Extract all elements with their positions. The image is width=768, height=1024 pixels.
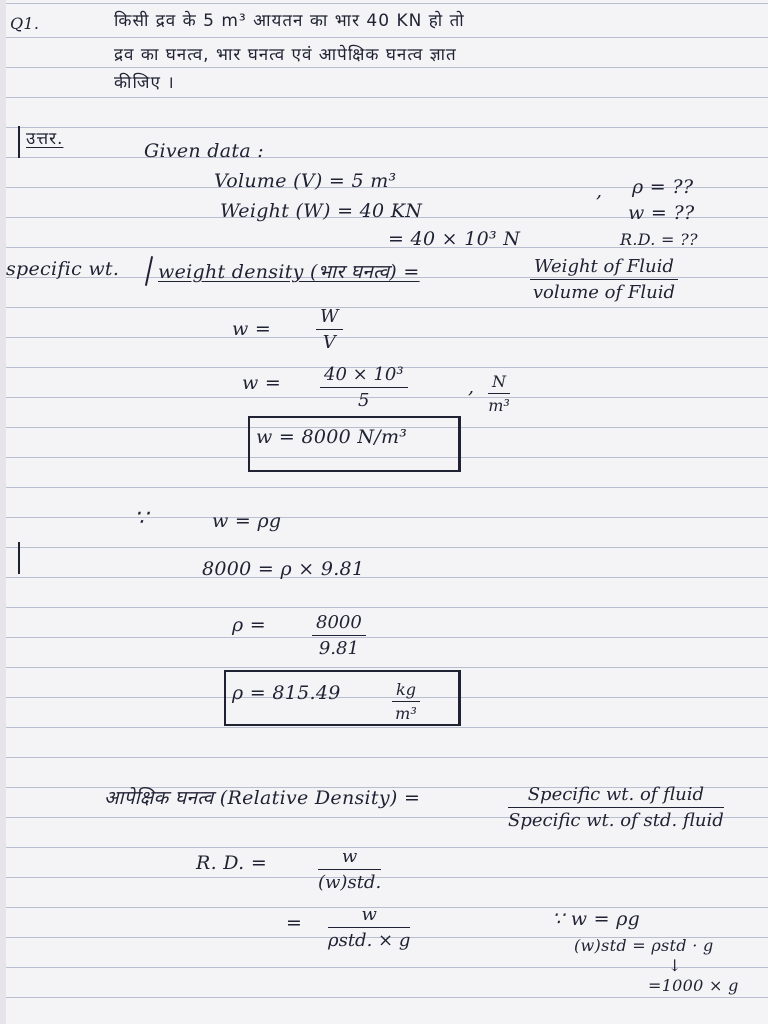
density-substitution: 8000 = ρ × 9.81 [202,558,365,580]
density-unit-denominator: m³ [395,704,417,723]
weight-density-definition: weight density (भार घनत्व) = [158,261,420,283]
unit-newton-per-m3 [488,372,510,415]
given-volume: Volume (V) = 5 m³ [214,170,397,192]
unknown-specific-weight: w = ?? [628,202,695,224]
eq-w2-separator: , [468,376,475,398]
specific-weight-label: specific wt. [6,258,120,280]
unit-denominator: m³ [488,396,510,415]
density-denominator: 9.81 [318,638,359,659]
eq-w2-numerator: 40 × 10³ [320,364,408,388]
answer-label: उत्तर. [26,129,64,149]
definition-separator [145,256,153,286]
rd-eq2-denominator: ρstd. × g [328,930,411,951]
question-number: Q1. [10,14,40,33]
density-result: ρ = 815.49 [232,682,341,704]
given-heading: Given data : [144,140,265,162]
eq-w2-fraction [320,364,408,411]
eq-w-lhs: w = [232,318,272,340]
rd-eq1-numerator: w [318,846,381,870]
rd-eq2-numerator: w [328,904,410,928]
given-weight: Weight (W) = 40 KN [220,200,423,222]
relative-density-label: आपेक्षिक घनत्व (Relative Density) = [104,787,421,809]
rd-note-arrow: ↓ [668,956,682,975]
margin-mark [18,542,20,574]
eq-w2-lhs: w = [242,372,282,394]
notebook-margin [0,0,6,1024]
unit-numerator: N [488,372,510,394]
density-relation: w = ρg [212,510,282,532]
relative-density-formula [508,784,724,831]
formula-denominator: volume of Fluid [532,282,675,303]
rd-formula-denominator: Specific wt. of std. fluid [508,810,724,831]
density-unit-numerator: kg [392,680,420,702]
eq-w2-denominator: 5 [358,390,370,411]
specific-weight-formula [530,256,678,303]
rd-formula-numerator: Specific wt. of fluid [508,784,724,808]
since-symbol: ∵ [134,506,149,531]
eq-w-over-v [316,306,343,353]
answer-margin-bar [18,126,20,158]
formula-numerator: Weight of Fluid [530,256,678,280]
given-separator: , [596,180,603,202]
unknown-density: ρ = ?? [632,176,694,198]
question-line-1: किसी द्रव के 5 m³ आयतन का भार 40 KN हो तो [114,11,465,31]
rd-eq1-fraction [318,846,381,893]
rd-eq1-lhs: R. D. = [196,852,268,874]
eq-w-denominator: V [322,332,336,353]
rd-eq2-lhs: = [286,912,303,934]
rd-note-relation: ∵ w = ρg [552,908,641,930]
unknown-relative-density: R.D. = ?? [620,230,698,249]
density-numerator: 8000 [312,612,366,636]
density-unit [392,680,420,723]
eq-w-numerator: W [316,306,343,330]
question-line-2: द्रव का घनत्व, भार घनत्व एवं आपेक्षिक घनत्व ज्ञात [114,45,457,65]
rd-note-std-value: =1000 × g [648,976,739,995]
density-fraction [312,612,366,659]
rd-eq1-denominator: (w)std. [318,872,382,893]
specific-weight-result: w = 8000 N/m³ [256,426,408,448]
question-line-3: कीजिए । [114,73,175,93]
rd-eq2-fraction [328,904,410,951]
rd-note-std: (w)std = ρstd · g [574,936,714,955]
given-weight-newton: = 40 × 10³ N [388,228,521,250]
density-lhs: ρ = [232,614,267,636]
